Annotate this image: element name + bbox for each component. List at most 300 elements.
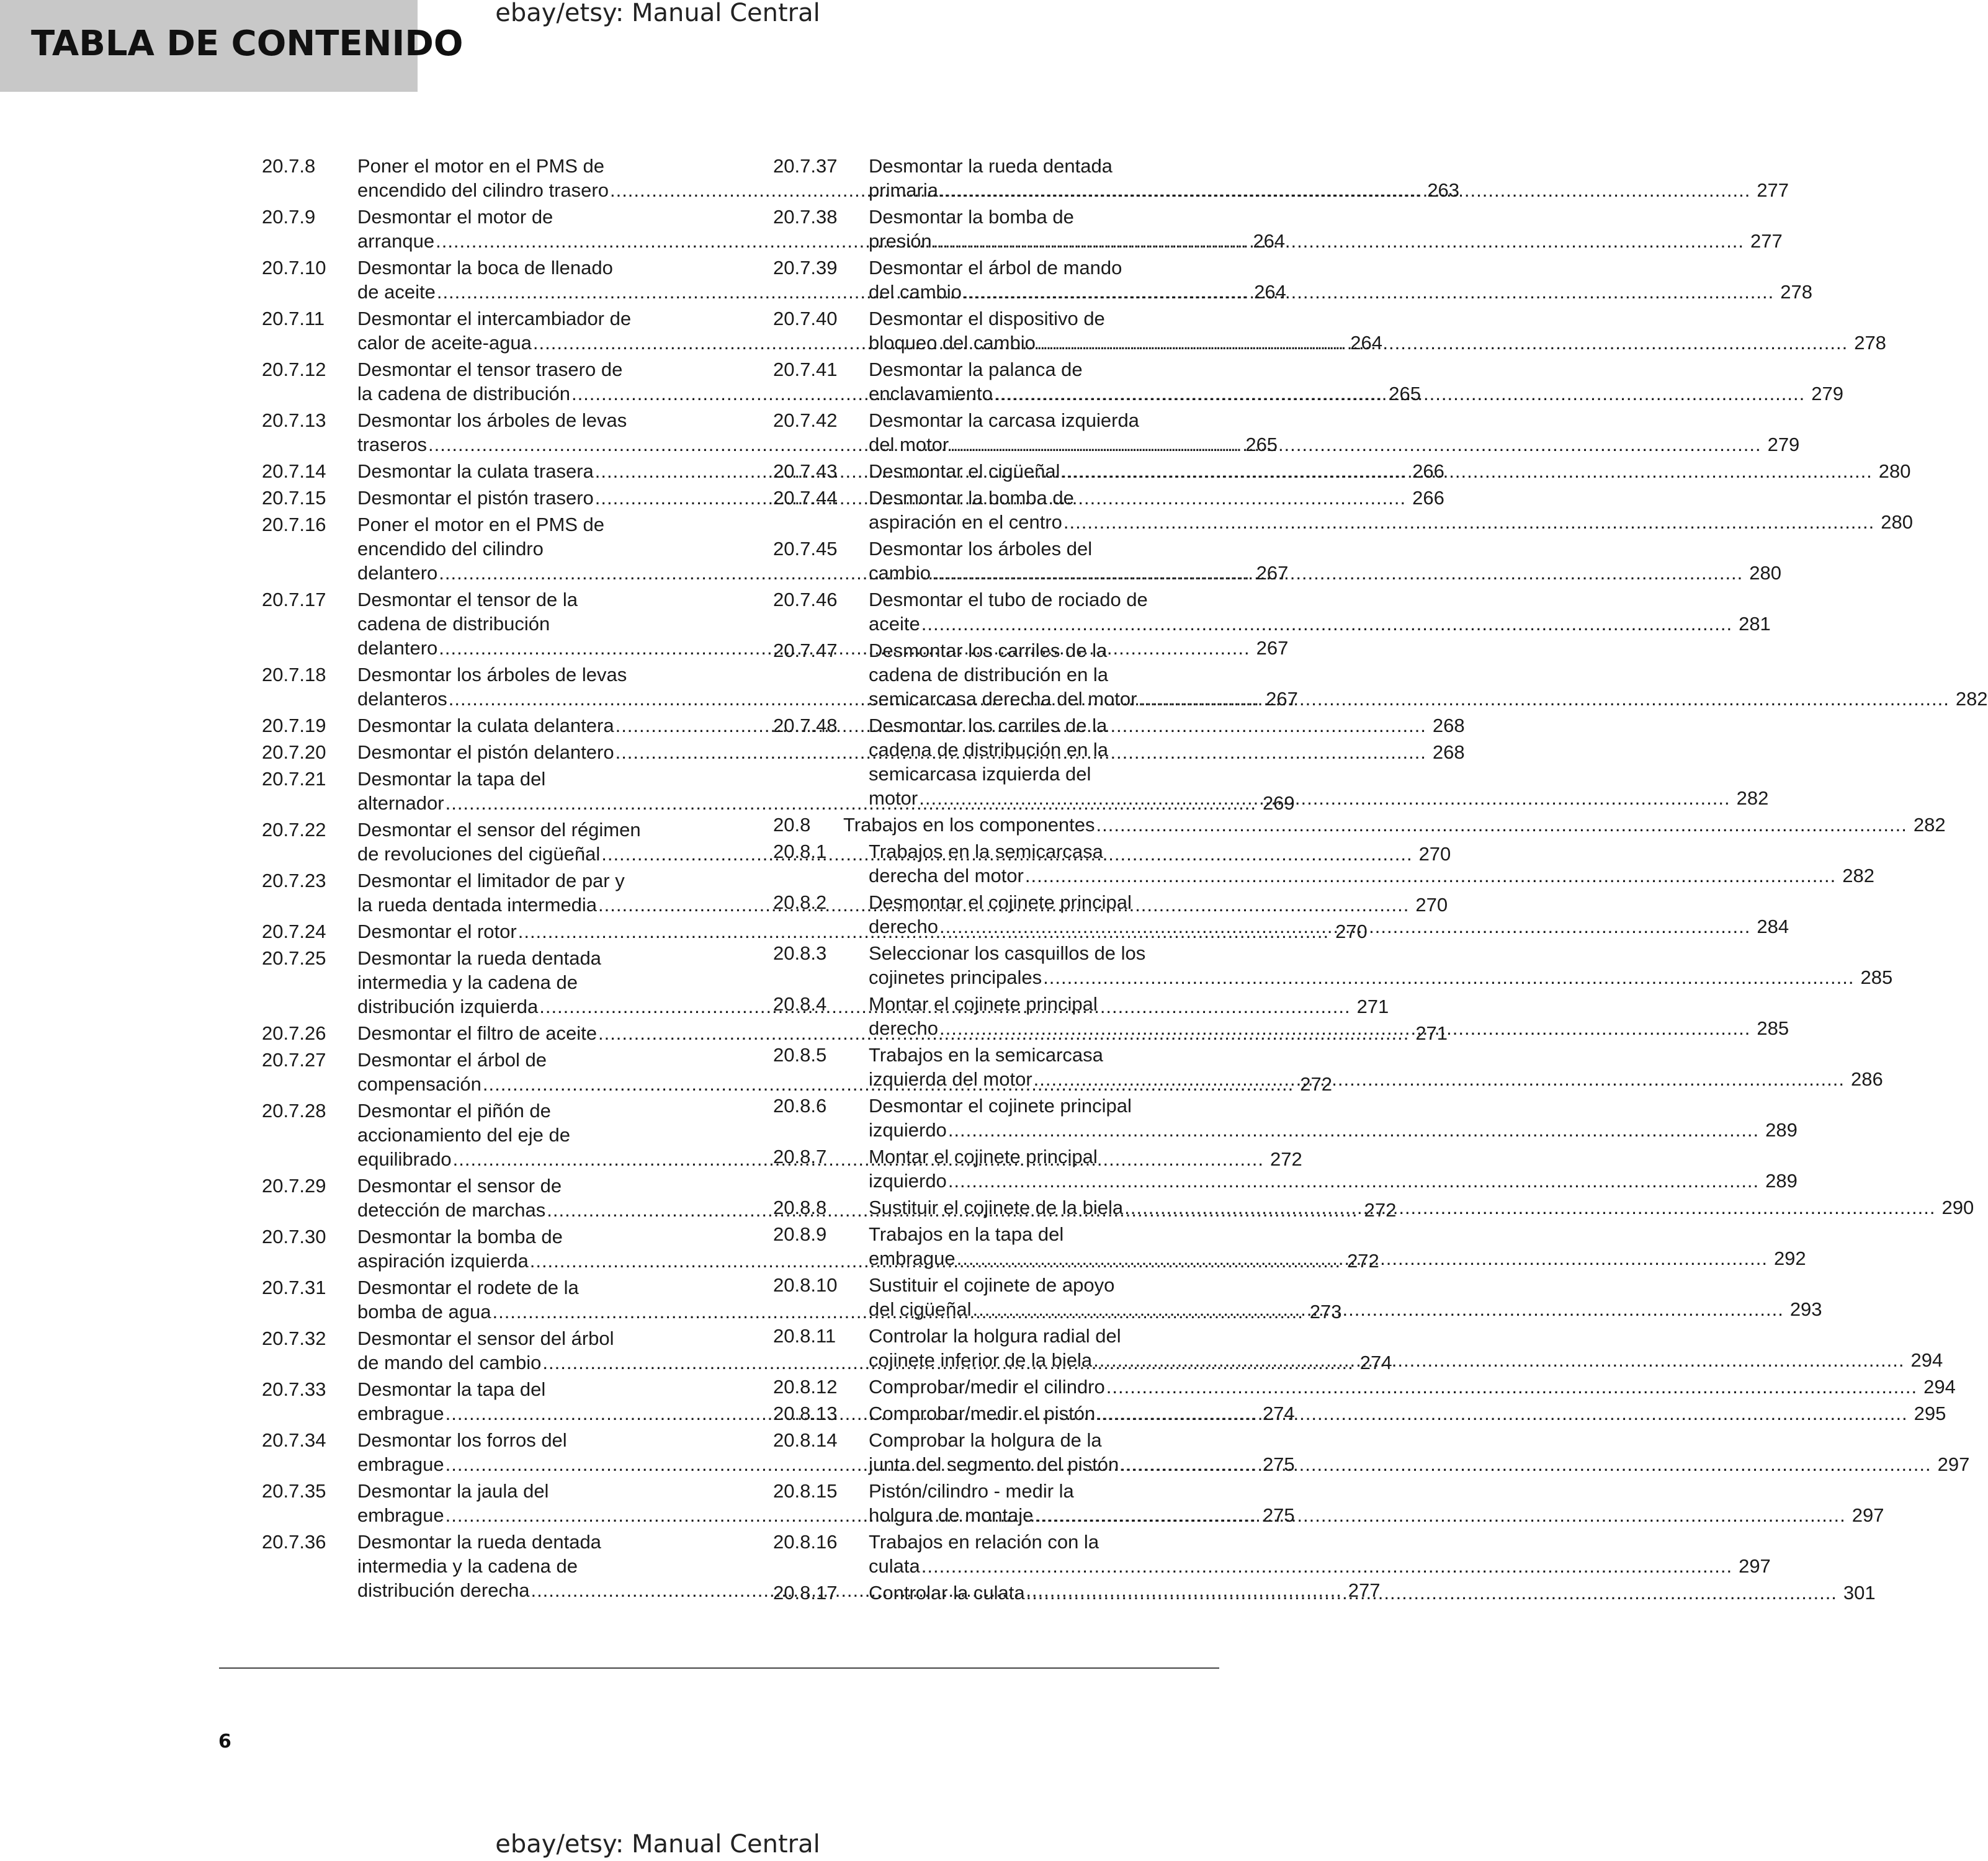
- toc-entry-number: 20.7.28: [262, 1100, 326, 1122]
- toc-entry-page: 289: [1765, 1170, 1798, 1192]
- toc-entry-number: 20.7.12: [262, 359, 326, 380]
- toc-entry-leader-line: [869, 331, 1886, 355]
- toc-entry-title: [869, 1479, 1884, 1527]
- toc-entry-page: 274: [1359, 1352, 1392, 1373]
- toc-entry-title-line: bloqueo del cambio: [869, 332, 1036, 354]
- toc-entry-page: 275: [1262, 1504, 1295, 1526]
- toc-entry-title-line: culata: [869, 1555, 920, 1577]
- toc-entry-number: 20.7.22: [262, 819, 326, 841]
- toc-entry-title-line: Desmontar el tensor de la: [357, 589, 578, 610]
- toc-entry-number: 20.7.14: [262, 460, 326, 482]
- toc-entry-number: 20.8: [773, 814, 811, 836]
- toc-entry-title-line: Trabajos en la semicarcasa: [869, 841, 1103, 862]
- toc-entry-title: [869, 408, 1799, 457]
- toc-entry-number: 20.7.26: [262, 1022, 326, 1044]
- toc-entry-title-line: Desmontar la bomba de: [869, 206, 1074, 228]
- toc-entry-title-line: accionamiento del eje de: [357, 1124, 570, 1146]
- toc-entry-number: 20.8.15: [773, 1480, 838, 1502]
- toc-entry-title-line: Desmontar la culata trasera: [357, 460, 594, 482]
- toc-entry-title-line: derecho: [869, 916, 939, 937]
- toc-entry-title-line: Desmontar el filtro de aceite: [357, 1022, 597, 1044]
- toc-entry-leader-line: [869, 1554, 1771, 1578]
- toc-entry-leader-line: [869, 178, 1789, 202]
- toc-entry-page: 285: [1757, 1017, 1789, 1039]
- toc-entry-leader-line: [869, 1581, 1876, 1605]
- toc-entry-page: 284: [1757, 916, 1789, 937]
- toc-entry-page: 277: [1750, 230, 1783, 252]
- toc-entry-title-line: izquierda del motor: [869, 1068, 1032, 1090]
- toc-entry-page: 267: [1256, 562, 1289, 584]
- dot-leader: [1061, 459, 1872, 483]
- toc-entry-page: 280: [1878, 460, 1911, 482]
- toc-entry-title: [869, 941, 1892, 989]
- toc-entry-number: 20.8.14: [773, 1429, 838, 1451]
- toc-entry-title-line: delantero: [357, 637, 438, 659]
- toc-entry-title-line: Desmontar los carriles de la: [869, 715, 1108, 736]
- toc-entry-title-line: Desmontar la boca de llenado: [357, 257, 613, 279]
- dot-leader: [1120, 1452, 1931, 1476]
- toc-entry[interactable]: [773, 1094, 1798, 1142]
- toc-entry-title-line: de aceite: [357, 281, 436, 303]
- dot-leader: [921, 1554, 1732, 1578]
- toc-entry-title-line: enclavamiento: [869, 383, 993, 404]
- toc-entry-title-line: Comprobar/medir el pistón: [869, 1403, 1096, 1424]
- toc-entry-title: [869, 1401, 1946, 1426]
- toc-entry-page: 294: [1910, 1349, 1943, 1371]
- toc-entry-title-line: Pistón/cilindro - medir la: [869, 1480, 1074, 1502]
- dot-leader: [1043, 965, 1854, 989]
- toc-entry[interactable]: [773, 941, 1893, 989]
- dot-leader: [939, 178, 1750, 202]
- dot-leader: [939, 914, 1750, 939]
- toc-entry-title-line: Trabajos en la tapa del: [869, 1223, 1064, 1245]
- toc-entry-title-line: cadena de distribución en la: [869, 664, 1109, 685]
- toc-entry-number: 20.7.20: [262, 741, 326, 763]
- toc-entry-page: 277: [1757, 179, 1789, 201]
- toc-entry-number: 20.8.12: [773, 1376, 838, 1398]
- toc-entry-title-line: Desmontar el árbol de mando: [869, 257, 1122, 279]
- toc-entry-number: 20.7.16: [262, 514, 326, 535]
- toc-entry-number: 20.8.8: [773, 1197, 827, 1218]
- toc-entry-title-line: Desmontar la bomba de: [869, 487, 1074, 509]
- toc-entry-title-line: cojinetes principales: [869, 966, 1042, 988]
- toc-entry-leader-line: [869, 1375, 1956, 1399]
- toc-entry-title-line: Desmontar los árboles del: [869, 538, 1093, 560]
- toc-entry-title: [869, 1273, 1822, 1321]
- toc-entry-number: 20.7.10: [262, 257, 326, 279]
- toc-entry-title-line: derecho: [869, 1017, 939, 1039]
- toc-entry-number: 20.7.45: [773, 538, 838, 560]
- toc-entry-title-line: izquierdo: [869, 1170, 947, 1192]
- toc-entry-number: 20.8.4: [773, 993, 827, 1015]
- toc-entry-title-line: del motor: [869, 434, 949, 455]
- toc-entry-page: 278: [1854, 332, 1886, 354]
- toc-entry-title-line: Poner el motor en el PMS de: [357, 155, 605, 177]
- toc-entry-title-line: Desmontar el piñón de: [357, 1100, 551, 1122]
- toc-entry-page: 297: [1739, 1555, 1771, 1577]
- toc-entry-title-line: Desmontar el cigüeñal: [869, 460, 1060, 482]
- toc-entry-title-line: Sustituir el cojinete de apoyo: [869, 1274, 1115, 1296]
- toc-entry-leader-line: [869, 1246, 1806, 1270]
- dot-leader: [963, 280, 1774, 304]
- toc-entry-number: 20.7.38: [773, 206, 838, 228]
- toc-entry-page: 272: [1270, 1148, 1302, 1170]
- toc-entry-leader-line: [869, 612, 1771, 636]
- toc-entry-title-line: Desmontar la rueda dentada: [357, 1531, 601, 1553]
- toc-entry-number: 20.8.7: [773, 1146, 827, 1167]
- dot-leader: [948, 1169, 1759, 1193]
- toc-entry-page: 269: [1262, 792, 1295, 814]
- toc-entry-title: [869, 1324, 1943, 1372]
- toc-entry-number: 20.7.11: [262, 308, 325, 329]
- toc-entry-title-line: la rueda dentada intermedia: [357, 894, 598, 916]
- toc-entry-number: 20.7.31: [262, 1277, 326, 1298]
- toc-entry-number: 20.7.37: [773, 155, 838, 177]
- toc-entry-page: 266: [1412, 460, 1444, 482]
- toc-entry-number: 20.7.19: [262, 715, 326, 736]
- toc-entry-title-line: Sustituir el cojinete de la biela: [869, 1197, 1124, 1218]
- toc-entry-title-line: Desmontar el cojinete principal: [869, 891, 1132, 913]
- toc-entry-title-line: Desmontar los árboles de levas: [357, 664, 627, 685]
- toc-entry-title: [869, 1222, 1806, 1270]
- toc-entry-title-line: Desmontar la palanca de: [869, 359, 1083, 380]
- toc-entry-number: 20.7.43: [773, 460, 838, 482]
- toc-entry-title-line: delanteros: [357, 688, 447, 710]
- toc-entry-title-line: detección de marchas: [357, 1199, 546, 1221]
- toc-entry-page: 264: [1254, 281, 1286, 303]
- toc-entry-title-line: Desmontar el dispositivo de: [869, 308, 1105, 329]
- toc-entry-title-line: Desmontar el intercambiador de: [357, 308, 632, 329]
- toc-entry-title-line: alternador: [357, 792, 444, 814]
- toc-entry-title-line: Controlar la holgura radial del: [869, 1325, 1121, 1347]
- toc-entry-title: [869, 587, 1771, 636]
- toc-entry-leader-line: [869, 1016, 1789, 1040]
- toc-entry[interactable]: [773, 1530, 1771, 1578]
- toc-entry-number: 20.8.2: [773, 891, 827, 913]
- toc-entry-page: 301: [1843, 1582, 1876, 1604]
- toc-entry-title-line: arranque: [357, 230, 435, 252]
- toc-entry-title-line: de mando del cambio: [357, 1352, 542, 1373]
- toc-entry-leader-line: [843, 813, 1946, 837]
- toc-entry-leader-line: [869, 561, 1781, 585]
- toc-entry-page: 279: [1811, 383, 1843, 404]
- toc-entry-page: 282: [1955, 688, 1988, 710]
- toc-entry-number: 20.7.30: [262, 1226, 326, 1247]
- toc-entry-leader-line: [869, 914, 1789, 939]
- toc-entry-title-line: junta del segmento del pistón: [869, 1453, 1119, 1475]
- toc-entry-title-line: encendido del cilindro: [357, 538, 544, 560]
- toc-entry-page: 285: [1860, 966, 1893, 988]
- toc-entry-title: [869, 713, 1768, 810]
- toc-entry-title-line: embrague: [357, 1504, 444, 1526]
- toc-entry-number: 20.7.32: [262, 1328, 326, 1349]
- dot-leader: [1096, 813, 1907, 837]
- toc-entry-title: [869, 1530, 1771, 1578]
- toc-entry-title-line: aspiración en el centro: [869, 511, 1062, 533]
- toc-entry-title-line: Desmontar la tapa del: [357, 1378, 546, 1400]
- toc-entry-title-line: del cambio: [869, 281, 962, 303]
- toc-entry-page: 268: [1432, 741, 1465, 763]
- dot-leader: [1026, 1581, 1837, 1605]
- toc-entry-page: 270: [1335, 921, 1368, 942]
- toc-entry-page: 280: [1749, 562, 1782, 584]
- toc-entry-title: [869, 1145, 1798, 1193]
- toc-entry-title: [843, 813, 1946, 837]
- toc-entry-title: [869, 1043, 1883, 1091]
- toc-entry-title-line: Desmontar el pistón trasero: [357, 487, 594, 509]
- toc-entry-title-line: motor: [869, 787, 918, 809]
- toc-entry-title-line: Desmontar el tubo de rociado de: [869, 589, 1148, 610]
- dot-leader: [1106, 1375, 1917, 1399]
- dot-leader: [932, 561, 1743, 585]
- toc-entry-title-line: Desmontar la jaula del: [357, 1480, 549, 1502]
- dot-leader: [1037, 331, 1848, 355]
- toc-entry-title-line: Trabajos en los componentes: [843, 814, 1095, 836]
- toc-entry-title: [869, 154, 1789, 202]
- toc-entry-title-line: Desmontar los árboles de levas: [357, 409, 627, 431]
- toc-entry-leader-line: [869, 864, 1874, 888]
- toc-entry-title-line: cambio: [869, 562, 931, 584]
- dot-leader: [1034, 1503, 1845, 1527]
- dot-leader: [950, 432, 1761, 457]
- toc-entry-title-line: Desmontar el rotor: [357, 921, 517, 942]
- footer-divider: [219, 1667, 1219, 1669]
- toc-entry-page: 268: [1432, 715, 1465, 736]
- toc-entry-title-line: embrague: [869, 1247, 956, 1269]
- toc-entry-page: 272: [1347, 1250, 1379, 1272]
- toc-entry-title: [869, 1428, 1969, 1476]
- toc-entry-title-line: bomba de agua: [357, 1301, 491, 1323]
- toc-entry-title: [869, 890, 1789, 939]
- toc-entry-page: 282: [1913, 814, 1946, 836]
- toc-entry-title-line: Desmontar el árbol de: [357, 1049, 547, 1071]
- toc-entry-number: 20.7.41: [773, 359, 838, 380]
- toc-entry-title-line: aceite: [869, 613, 920, 635]
- toc-entry-page: 282: [1842, 865, 1874, 886]
- toc-entry-title-line: Desmontar la rueda dentada: [357, 947, 601, 969]
- toc-entry-title-line: Montar el cojinete principal: [869, 1146, 1098, 1167]
- toc-entry[interactable]: [773, 813, 1946, 837]
- toc-entry-number: 20.7.17: [262, 589, 326, 610]
- dot-leader: [1034, 1067, 1845, 1091]
- toc-entry-title-line: Desmontar los carriles de la: [869, 640, 1108, 661]
- toc-entry-title-line: la cadena de distribución: [357, 383, 570, 404]
- toc-entry-title-line: distribución derecha: [357, 1579, 530, 1601]
- toc-entry-title-line: Desmontar el motor de: [357, 206, 553, 228]
- dot-leader: [972, 1297, 1783, 1321]
- toc-entry-title: [869, 638, 1988, 711]
- toc-entry-number: 20.7.36: [262, 1531, 326, 1553]
- dot-leader: [1096, 1401, 1907, 1426]
- toc-entry-title-line: calor de aceite-agua: [357, 332, 532, 354]
- toc-entry-title-line: Desmontar el sensor de: [357, 1175, 562, 1197]
- watermark-top: ebay/etsy: Manual Central: [495, 0, 820, 27]
- toc-entry-page: 267: [1266, 688, 1298, 710]
- toc-entry-page: 270: [1418, 843, 1451, 865]
- toc-entry-number: 20.7.42: [773, 409, 838, 431]
- toc-entry-title-line: presión: [869, 230, 932, 252]
- toc-entry-title-line: Desmontar el cojinete principal: [869, 1095, 1132, 1117]
- toc-entry-title-line: semicarcasa derecha del motor: [869, 688, 1137, 710]
- toc-entry-leader-line: [869, 459, 1911, 483]
- toc-entry-title-line: Montar el cojinete principal: [869, 993, 1098, 1015]
- toc-entry-page: 274: [1262, 1403, 1295, 1424]
- toc-entry-leader-line: [869, 229, 1783, 253]
- toc-entry-title: [869, 306, 1886, 355]
- toc-entry-page: 263: [1427, 179, 1460, 201]
- toc-entry-page: 264: [1350, 332, 1382, 354]
- toc-entry-title-line: Seleccionar los casquillos de los: [869, 942, 1146, 964]
- toc-entry-page: 273: [1309, 1301, 1342, 1323]
- toc-entry-number: 20.8.6: [773, 1095, 827, 1117]
- toc-entry-title-line: Desmontar el limitador de par y: [357, 870, 625, 891]
- toc-entry-leader-line: [869, 280, 1812, 304]
- toc-entry-title-line: aspiración izquierda: [357, 1250, 529, 1272]
- dot-leader: [1138, 687, 1949, 711]
- toc-entry-title: [869, 1195, 1974, 1220]
- toc-entry-leader-line: [869, 1195, 1974, 1220]
- toc-entry-leader-line: [869, 1503, 1884, 1527]
- toc-entry-title-line: Desmontar la rueda dentada: [869, 155, 1113, 177]
- toc-entry-title-line: equilibrado: [357, 1148, 452, 1170]
- toc-entry-title: [869, 205, 1783, 253]
- toc-entry-title-line: intermedia y la cadena de: [357, 1555, 578, 1577]
- toc-entry-page: 282: [1736, 787, 1769, 809]
- toc-entry-title-line: del cigüeñal: [869, 1298, 972, 1320]
- toc-entry-number: 20.7.24: [262, 921, 326, 942]
- toc-entry-number: 20.7.48: [773, 715, 838, 736]
- dot-leader: [957, 1246, 1768, 1270]
- toc-entry-leader-line: [869, 510, 1913, 534]
- toc-entry-leader-line: [869, 965, 1892, 989]
- toc-entry-title-line: compensación: [357, 1073, 481, 1095]
- toc-entry-leader-line: [869, 1452, 1969, 1476]
- toc-entry-title-line: cadena de distribución en la: [869, 739, 1109, 761]
- toc-entry-title-line: cadena de distribución: [357, 613, 550, 635]
- toc-entry-title-line: Desmontar el pistón delantero: [357, 741, 614, 763]
- toc-entry-leader-line: [869, 382, 1843, 406]
- toc-entry-page: 286: [1850, 1068, 1883, 1090]
- dot-leader: [1025, 864, 1836, 888]
- toc-entry-title-line: Controlar la culata: [869, 1582, 1025, 1604]
- dot-leader: [994, 382, 1805, 406]
- toc-entry-page: 292: [1773, 1247, 1806, 1269]
- toc-entry-page: 280: [1881, 511, 1913, 533]
- toc-entry-page: 277: [1348, 1579, 1381, 1601]
- toc-entry-number: 20.7.23: [262, 870, 326, 891]
- toc-entry-leader-line: [869, 1118, 1798, 1142]
- toc-entry-number: 20.7.29: [262, 1175, 326, 1197]
- toc-entry-number: 20.7.46: [773, 589, 838, 610]
- toc-entry-title-line: Desmontar la carcasa izquierda: [869, 409, 1139, 431]
- toc-entry-page: 266: [1412, 487, 1444, 509]
- toc-entry-number: 20.8.17: [773, 1582, 838, 1604]
- toc-entry-title-line: Desmontar la bomba de: [357, 1226, 563, 1247]
- toc-entry-number: 20.8.16: [773, 1531, 838, 1553]
- toc-entry-leader-line: [869, 786, 1768, 810]
- dot-leader: [1124, 1195, 1935, 1220]
- toc-entry-number: 20.7.13: [262, 409, 326, 431]
- toc-entry-leader-line: [869, 1169, 1798, 1193]
- toc-entry-number: 20.7.27: [262, 1049, 326, 1071]
- toc-entry-number: 20.7.44: [773, 487, 838, 509]
- toc-entry-title-line: cojinete inferior de la biela: [869, 1349, 1093, 1371]
- toc-entry-number: 20.7.35: [262, 1480, 326, 1502]
- toc-entry-title-line: intermedia y la cadena de: [357, 971, 578, 993]
- toc-entry-title: [869, 992, 1789, 1040]
- toc-entry-page: 297: [1851, 1504, 1884, 1526]
- dot-leader: [919, 786, 1730, 810]
- toc-entry-title-line: Comprobar la holgura de la: [869, 1429, 1102, 1451]
- toc-entry-number: 20.7.40: [773, 308, 838, 329]
- toc-entry-leader-line: [869, 1067, 1883, 1091]
- dot-leader: [1063, 510, 1874, 534]
- toc-entry-title-line: embrague: [357, 1403, 444, 1424]
- toc-entry-page: 290: [1941, 1197, 1974, 1218]
- toc-entry-page: 279: [1767, 434, 1800, 455]
- toc-entry-title-line: encendido del cilindro trasero: [357, 179, 609, 201]
- toc-entry-title-line: delantero: [357, 562, 438, 584]
- toc-entry-page: 289: [1765, 1119, 1798, 1141]
- dot-leader: [948, 1118, 1759, 1142]
- toc-entry-title: [869, 1094, 1798, 1142]
- toc-entry-page: 295: [1914, 1403, 1946, 1424]
- page-title: TABLA DE CONTENIDO: [31, 24, 463, 64]
- toc-entry-number: 20.8.1: [773, 841, 827, 862]
- toc-entry-page: 271: [1415, 1022, 1448, 1044]
- toc-entry-number: 20.8.5: [773, 1044, 827, 1066]
- toc-entry-page: 265: [1245, 434, 1278, 455]
- watermark-bottom: ebay/etsy: Manual Central: [495, 1830, 820, 1859]
- toc-entry-title-line: Comprobar/medir el cilindro: [869, 1376, 1105, 1398]
- toc-entry[interactable]: [773, 587, 1771, 636]
- toc-entry-title-line: Desmontar la culata delantera: [357, 715, 614, 736]
- toc-entry-page: 297: [1937, 1453, 1970, 1475]
- toc-entry-page: 267: [1256, 637, 1289, 659]
- toc-entry-page: 275: [1262, 1453, 1295, 1475]
- toc-entry-title-line: Desmontar los forros del: [357, 1429, 567, 1451]
- toc-entry-number: 20.7.8: [262, 155, 316, 177]
- toc-entry-number: 20.7.15: [262, 487, 326, 509]
- toc-entry-number: 20.7.9: [262, 206, 316, 228]
- toc-entry-number: 20.8.10: [773, 1274, 838, 1296]
- toc-entry-page: 278: [1780, 281, 1812, 303]
- toc-entry-leader-line: [869, 432, 1799, 457]
- toc-entry-title: [869, 256, 1812, 304]
- toc-entry-title: [869, 839, 1874, 888]
- toc-entry-leader-line: [869, 1348, 1943, 1372]
- toc-entry-number: 20.8.11: [773, 1325, 836, 1347]
- toc-entry-title-line: distribución izquierda: [357, 996, 539, 1017]
- toc-entry-title: [869, 486, 1913, 534]
- dot-leader: [1093, 1348, 1904, 1372]
- toc-entry-page: 272: [1364, 1199, 1397, 1221]
- toc-entry-title: [869, 1581, 1876, 1605]
- toc-entry-title-line: Desmontar el tensor trasero de: [357, 359, 623, 380]
- toc-entry-page: 270: [1415, 894, 1448, 916]
- toc-entry-title-line: Desmontar el sensor del régimen: [357, 819, 641, 841]
- toc-entry-page: 272: [1300, 1073, 1332, 1095]
- toc-entry-title-line: holgura de montaje: [869, 1504, 1034, 1526]
- toc-entry-number: 20.8.3: [773, 942, 827, 964]
- toc-entry-title-line: primaria: [869, 179, 938, 201]
- dot-leader: [939, 1016, 1750, 1040]
- toc-entry[interactable]: [773, 1375, 1956, 1399]
- toc-entry-leader-line: [869, 1297, 1822, 1321]
- toc-entry-number: 20.8.9: [773, 1223, 827, 1245]
- toc-entry-title-line: izquierdo: [869, 1119, 947, 1141]
- toc-entry-title-line: semicarcasa izquierda del: [869, 763, 1091, 785]
